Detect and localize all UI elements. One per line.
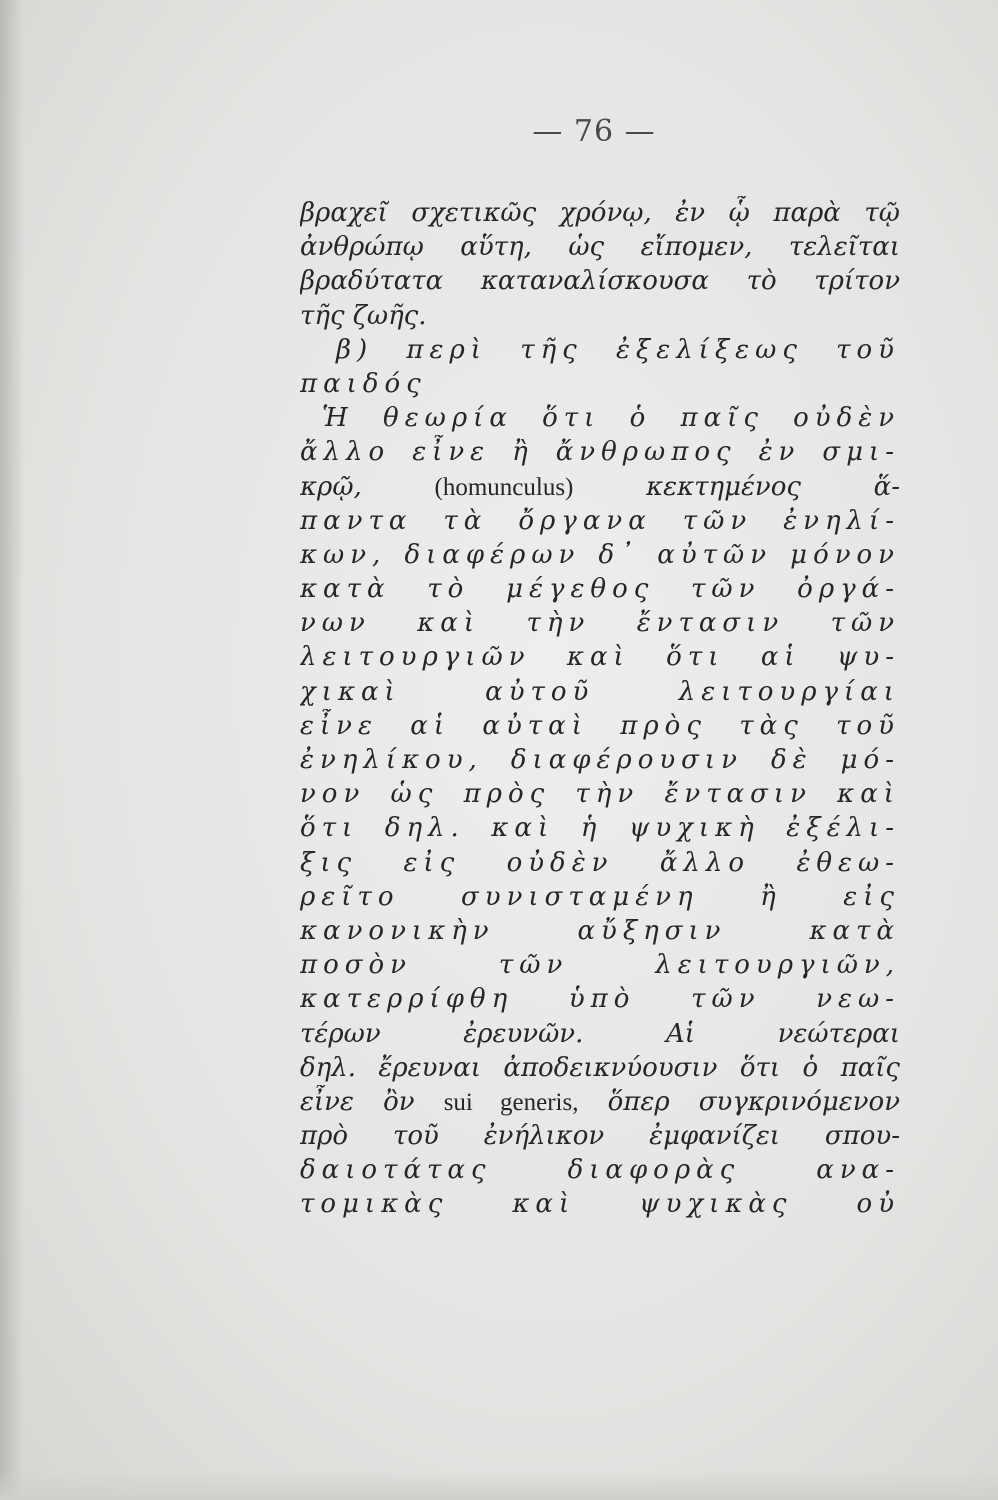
page-shadow-left <box>0 0 24 1500</box>
page-shadow-bottom <box>0 1470 998 1500</box>
text-line: ξις εἰς οὐδὲν ἄλλο ἐθεω- <box>300 847 900 878</box>
text-line: κανονικὴν αὔξησιν κατὰ <box>300 915 900 946</box>
text-line: νων καὶ τὴν ἔντασιν τῶν <box>300 608 900 639</box>
text-line: τομικὰς καὶ ψυχικὰς οὐ <box>300 1189 900 1220</box>
text-line: ἐνηλίκου, διαφέρουσιν δὲ μό- <box>300 745 900 775</box>
text-line: Ἡ θεωρία ὅτι ὁ παῖς οὐδὲν <box>322 403 900 434</box>
body-text <box>300 196 900 1222</box>
text-line: νον ὡς πρὸς τὴν ἔντασιν καὶ <box>300 779 900 810</box>
text-line: ρεῖτο συνισταμένη ἢ εἰς <box>300 881 900 912</box>
text-fragment: ὅπερ συγκρινόμενον <box>578 1086 900 1117</box>
text-line: κατερρίφθη ὑπὸ τῶν νεω- <box>300 984 900 1015</box>
page-number: — 76 — <box>532 114 656 149</box>
latin-phrase: (homunculus) <box>434 473 574 501</box>
text-line: ἀνθρώπῳ αὕτη, ὡς εἴπομεν, τελεῖται <box>300 232 900 263</box>
text-line: πρὸ τοῦ ἐνήλικον ἐμφανίζει σπου- <box>300 1121 900 1152</box>
text-line: τῆς ζωῆς. <box>300 300 427 331</box>
text-line: τέρων ἐρευνῶν. Αἱ νεώτεραι <box>300 1018 900 1049</box>
text-fragment: εἶνε ὂν <box>300 1086 444 1117</box>
text-line: εἶνε αἱ αὐταὶ πρὸς τὰς τοῦ <box>300 710 900 741</box>
text-line: κατὰ τὸ μέγεθος τῶν ὀργά- <box>300 574 900 605</box>
text-fragment: κεκτημένος ἅ- <box>573 471 900 502</box>
text-line: βραχεῖ σχετικῶς χρόνῳ, ἐν ᾧ παρὰ τῷ <box>300 198 900 228</box>
text-line: ποσὸν τῶν λειτουργιῶν, <box>300 950 900 981</box>
section-heading-line: παιδός <box>300 368 427 399</box>
text-line: χικαὶ αὐτοῦ λειτουργίαι <box>300 676 900 707</box>
text-fragment: κρῷ, <box>300 471 435 502</box>
text-line: ἄλλο εἶνε ἢ ἄνθρωπος ἐν σμι- <box>300 437 900 468</box>
text-line <box>300 470 900 504</box>
section-heading-line: β) περὶ τῆς ἐξελίξεως τοῦ <box>336 334 900 365</box>
text-line: ὅτι δηλ. καὶ ἡ ψυχικὴ ἐξέλι- <box>300 813 900 844</box>
text-line: λειτουργιῶν καὶ ὅτι αἱ ψυ- <box>300 642 900 673</box>
text-line: δηλ. ἔρευναι ἀποδεικνύουσιν ὅτι ὁ παῖς <box>300 1052 900 1083</box>
text-line: κων, διαφέρων δ᾽ αὐτῶν μόνον <box>300 539 900 570</box>
text-line <box>300 1085 900 1119</box>
text-line: βραδύτατα καταναλίσκουσα τὸ τρίτον <box>300 266 900 297</box>
latin-phrase: sui generis, <box>443 1088 579 1116</box>
text-line: δαιοτάτας διαφορὰς ανα- <box>300 1155 900 1186</box>
text-line: παντα τὰ ὄργανα τῶν ἐνηλί- <box>300 505 900 536</box>
